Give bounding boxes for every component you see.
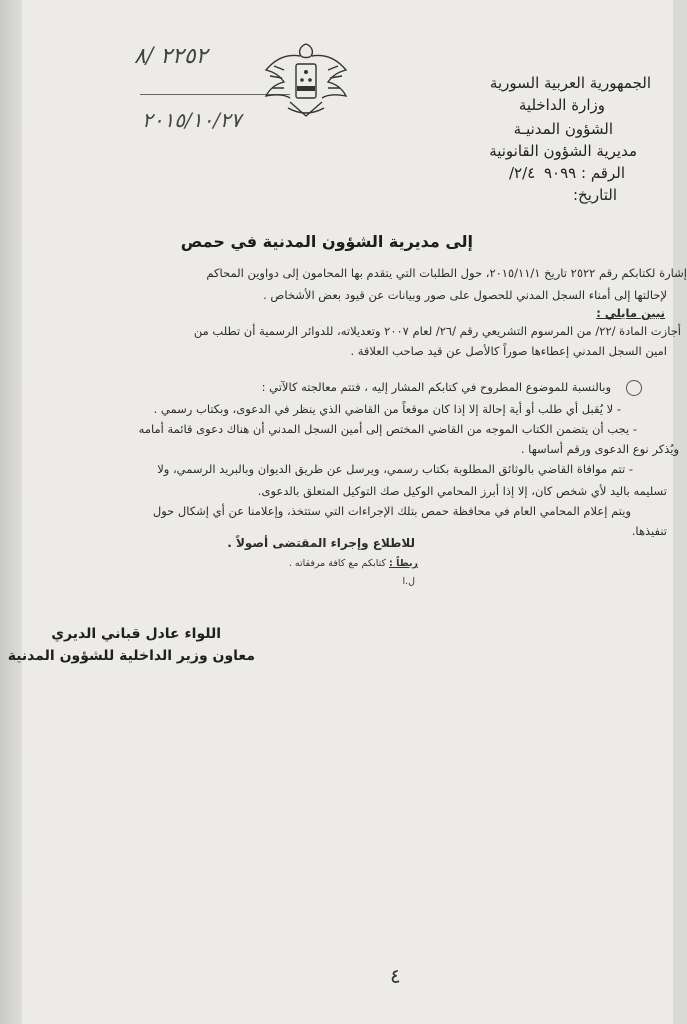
header-directorate: مديرية الشؤون القانونية bbox=[489, 142, 637, 160]
signatory-name: اللواء عادل قباني الديري bbox=[51, 626, 221, 642]
p3-heading: وبالنسبة للموضوع المطروح في كتابكم المشار إليه ، فتتم معالجته كالآتي : bbox=[261, 380, 611, 394]
signatory-role: معاون وزير الداخلية للشؤون المدنية bbox=[7, 648, 255, 664]
ref-value: ٩٠٩٩ bbox=[543, 164, 577, 182]
p1-line1: إشارة لكتابكم رقم ٢٥٢٢ تاريخ ٢٠١٥/١١/١، حول الطلبات التي يتقدم بها المحامون إلى دواوين المحاكم bbox=[206, 266, 687, 280]
header-department: الشؤون المدنيـة bbox=[513, 120, 613, 138]
p3-bullet-3-cont: تسليمه باليد لأي شخص كان، إلا إذا أبرز المحامي الوكيل صك التوكيل المتعلق بالدعوى. bbox=[257, 484, 667, 498]
p4-line1: ويتم إعلام المحامي العام في محافظة حمص بتلك الإجراءات التي ستتخذ، وإعلامنا عن أي إشكال حول bbox=[152, 504, 631, 518]
attachment-text: كتابكم مع كافة مرفقاته . bbox=[288, 558, 386, 569]
page-shadow-edge bbox=[0, 0, 22, 1024]
attachment-line bbox=[289, 558, 418, 569]
header-date-label: التاريخ: bbox=[573, 186, 617, 204]
p3-bullet-1: - لا يُقبل أي طلب أو أية إحالة إلا إذا كان موقعاً من القاضي الذي ينظر في الدعوى، وبكتاب رسمي . bbox=[153, 402, 621, 416]
ref-suffix: ٢/٤/ bbox=[508, 164, 536, 182]
handwritten-ref-top: ٢٢٥٢ /٨ bbox=[134, 44, 208, 69]
header-ref-line bbox=[509, 164, 625, 182]
p4-line2: تنفيذها. bbox=[631, 524, 667, 538]
letter-title: إلى مديرية الشؤون المدنية في حمص bbox=[180, 232, 473, 251]
p1-line2: لإحالتها إلى أمناء السجل المدني للحصول على صور وبيانات عن قيود بعض الأشخاص . bbox=[263, 288, 667, 302]
syrian-eagle-emblem-icon bbox=[260, 36, 352, 124]
header-ministry: وزارة الداخلية bbox=[518, 96, 605, 114]
handwritten-ref-bottom: ٢٠١٥/١٠/٢٧ bbox=[142, 108, 242, 132]
document-page bbox=[7, 0, 687, 1024]
p3-bullet-2-cont: ويُذكر نوع الدعوى ورقم أساسها . bbox=[520, 442, 679, 456]
attachment-label: ربطاً : bbox=[389, 558, 418, 569]
p3-bullet-3: - تتم موافاة القاضي بالوثائق المطلوبة بكتاب رسمي، ويرسل عن طريق الديوان وبالبريد الرسمي، ولا bbox=[157, 462, 633, 476]
page-number: ٤ bbox=[390, 964, 401, 988]
initials: ل.ا bbox=[402, 576, 415, 587]
closing-line: للاطلاع وإجراء المقتضى أصولاً . bbox=[227, 536, 415, 550]
p3-bullet-2: - يجب أن يتضمن الكتاب الموجه من القاضي المختص إلى أمين السجل المدني أن هناك دعوى قائمة أمامه bbox=[138, 422, 637, 436]
header-country: الجمهورية العربية السورية bbox=[489, 74, 651, 92]
margin-circle-mark bbox=[626, 380, 642, 396]
p2-heading: نبين مايلي : bbox=[596, 306, 665, 320]
ref-label: الرقم : bbox=[581, 164, 625, 182]
p2-line1: أجازت المادة /٢٢/ من المرسوم التشريعي رقم /٢٦/ لعام ٢٠٠٧ وتعديلاته، للدوائر الرسمية أن تطلب من bbox=[193, 324, 681, 338]
p2-line2: امين السجل المدني إعطاءها صوراً كالأصل عن قيد صاحب العلاقة . bbox=[350, 344, 667, 358]
